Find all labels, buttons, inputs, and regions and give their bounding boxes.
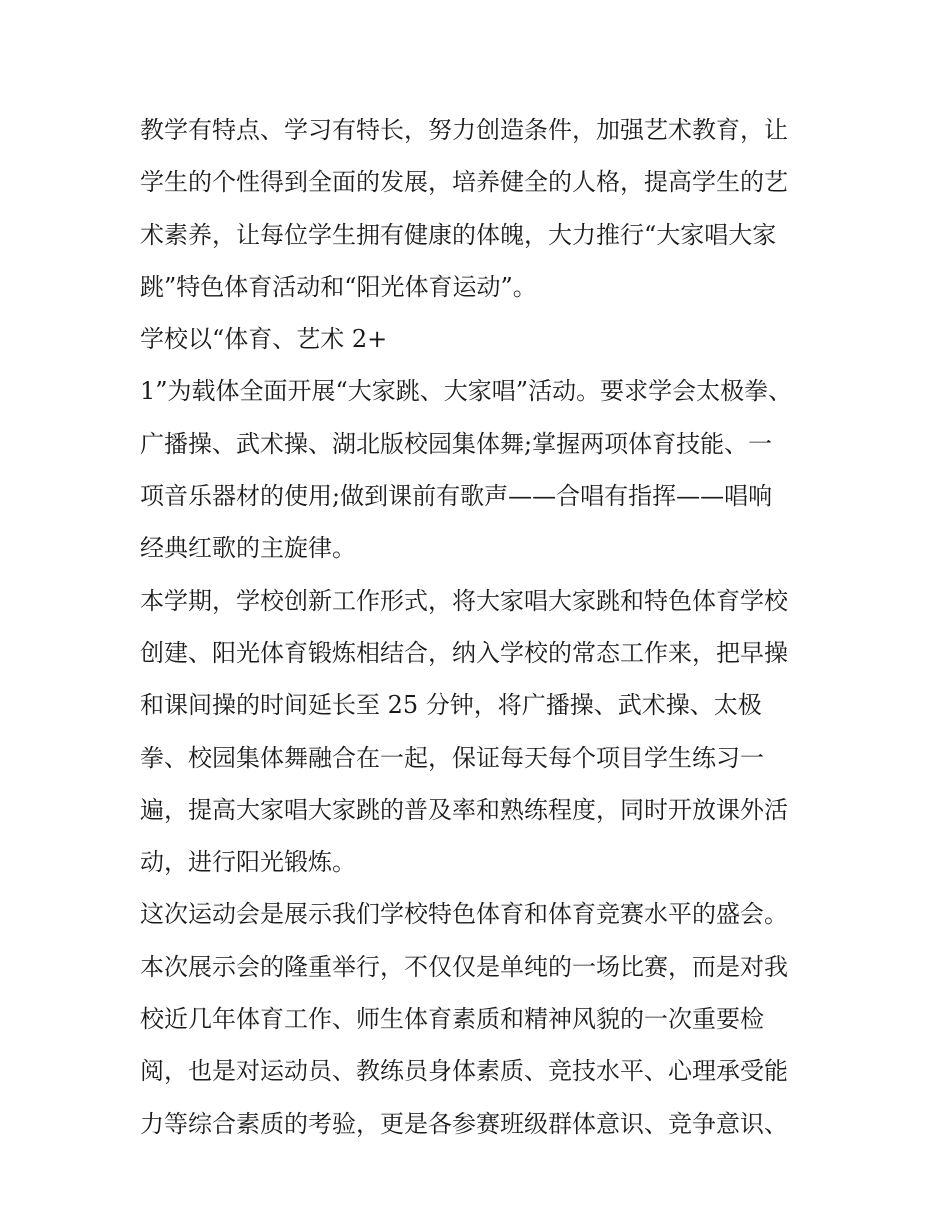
text-line: 拳、校园集体舞融合在一起，保证每天每个项目学生练习一	[140, 743, 764, 772]
text-line: 本学期，学校创新工作形式，将大家唱大家跳和特色体育学校	[140, 586, 788, 615]
text-line: 本次展示会的隆重举行，不仅仅是单纯的一场比赛，而是对我	[140, 952, 788, 981]
text-line: 遍，提高大家唱大家跳的普及率和熟练程度，同时开放课外活	[140, 795, 788, 824]
text-line: 这次运动会是展示我们学校特色体育和体育竞赛水平的盛会。	[140, 900, 788, 929]
text-line: 1”为载体全面开展“大家跳、大家唱”活动。要求学会太极拳、	[140, 377, 793, 406]
text-line: 术素养，让每位学生拥有健康的体魄，大力推行“大家唱大家	[140, 220, 777, 249]
text-line: 学生的个性得到全面的发展，培养健全的人格，提高学生的艺	[140, 168, 788, 197]
text-line: 力等综合素质的考验，更是各参赛班级群体意识、竞争意识、	[140, 1109, 788, 1138]
text-line: 阅，也是对运动员、教练员身体素质、竞技水平、心理承受能	[140, 1057, 788, 1086]
text-line: 跳”特色体育活动和“阳光体育运动”。	[140, 272, 537, 301]
text-line: 项音乐器材的使用;做到课前有歌声——合唱有指挥——唱响	[140, 482, 773, 511]
text-line: 校近几年体育工作、师生体育素质和精神风貌的一次重要检	[140, 1005, 764, 1034]
text-line: 广播操、武术操、湖北版校园集体舞;掌握两项体育技能、一	[140, 429, 773, 458]
text-line: 创建、阳光体育锻炼相结合，纳入学校的常态工作来，把早操	[140, 638, 788, 667]
text-line: 和课间操的时间延长至 25 分钟，将广播操、武术操、太极	[140, 691, 762, 720]
text-line: 学校以“体育、艺术 2+	[140, 325, 388, 354]
text-line: 经典红歌的主旋律。	[140, 534, 356, 563]
body-text	[140, 108, 820, 1154]
text-line: 动，进行阳光锻炼。	[140, 848, 356, 877]
text-line: 教学有特点、学习有特长，努力创造条件，加强艺术教育，让	[140, 116, 788, 144]
